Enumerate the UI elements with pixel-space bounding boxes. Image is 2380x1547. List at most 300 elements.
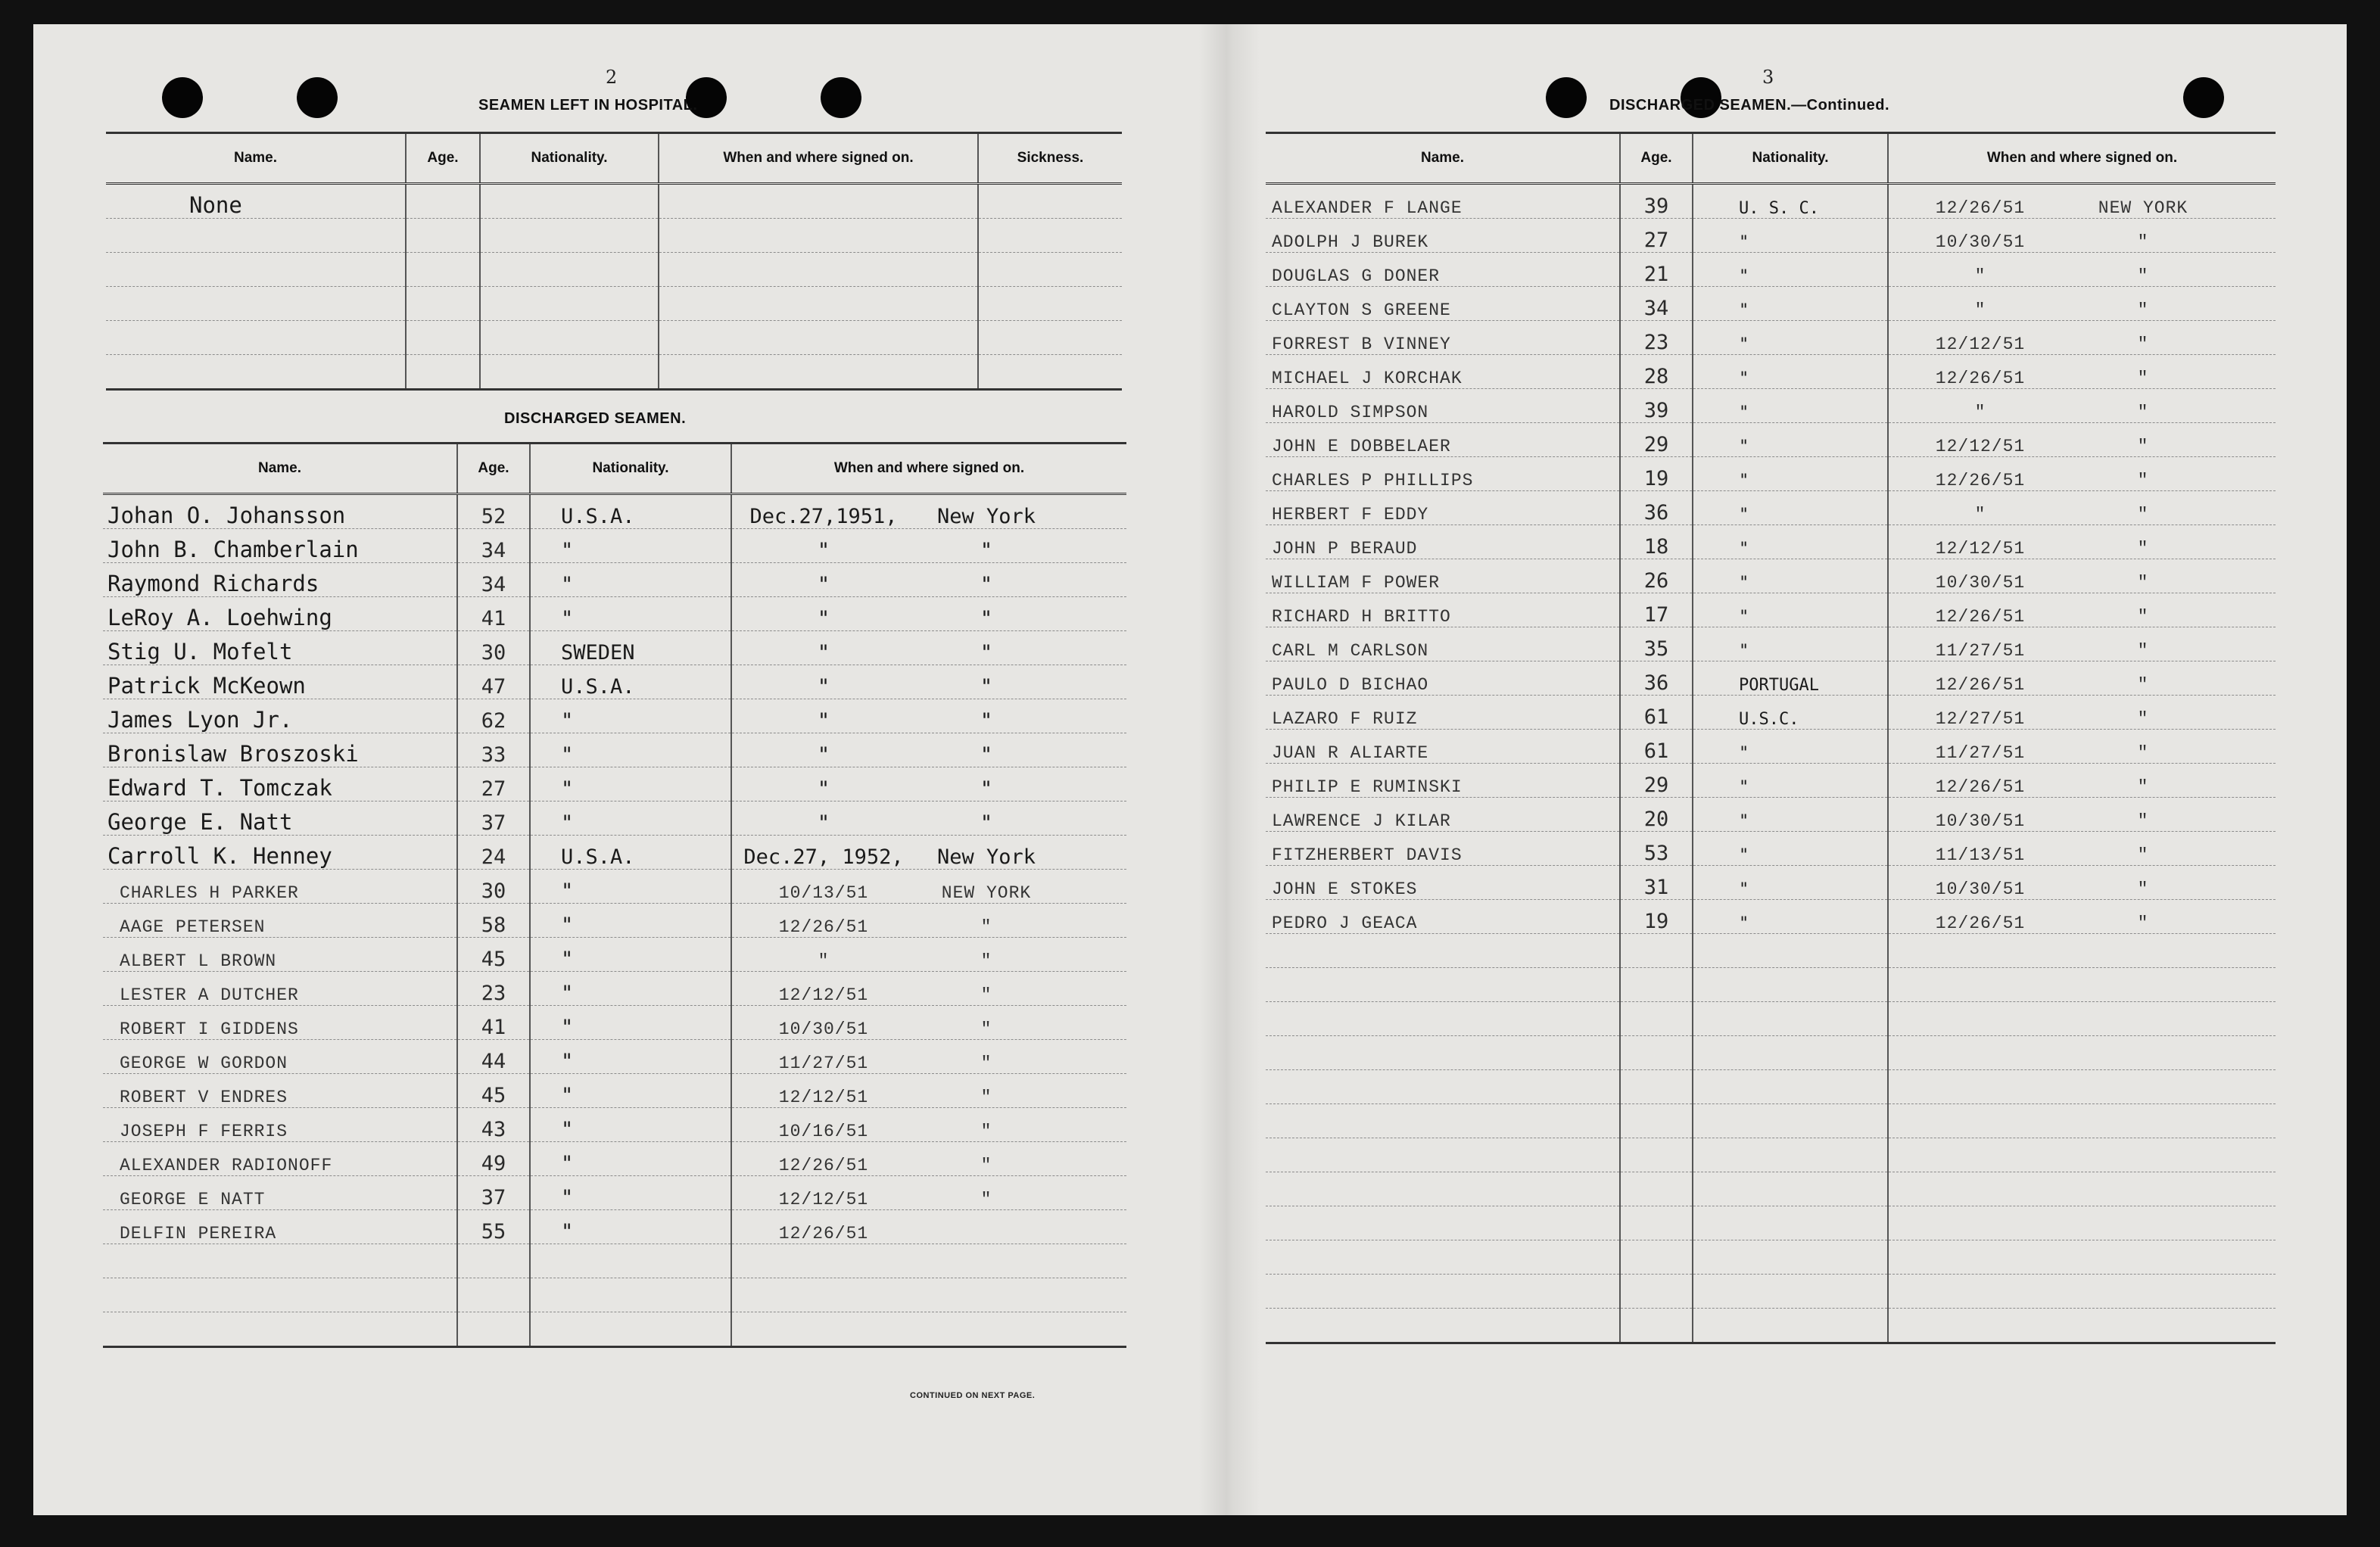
signed-place: "	[2137, 403, 2149, 422]
signed-on	[1888, 525, 2276, 559]
seaman-nationality: "	[530, 938, 731, 972]
seaman-age	[1620, 1275, 1693, 1309]
signed-place: "	[980, 709, 993, 733]
seaman-age	[1620, 968, 1693, 1002]
signed-on	[659, 253, 978, 287]
signed-place: NEW YORK	[941, 883, 1032, 903]
col-header-age: Age.	[1620, 134, 1693, 184]
signed-date: 10/30/51	[778, 1019, 869, 1039]
seaman-name: CHARLES H PARKER	[103, 870, 457, 904]
table-row	[1266, 1240, 2276, 1275]
table-row	[103, 870, 1126, 904]
seaman-age: 18	[1620, 525, 1693, 559]
signed-place: "	[2137, 607, 2149, 627]
seaman-name: Stig U. Mofelt	[103, 631, 457, 665]
signed-on	[1888, 1275, 2276, 1309]
signed-date: 10/30/51	[1935, 232, 2026, 252]
signed-on	[659, 287, 978, 321]
seaman-name: JOHN E STOKES	[1266, 866, 1620, 900]
seaman-name: RICHARD H BRITTO	[1266, 593, 1620, 627]
table-row	[106, 184, 1122, 219]
signed-date: 12/26/51	[1935, 607, 2026, 627]
seaman-name	[106, 253, 406, 287]
seaman-age	[1620, 1070, 1693, 1104]
signed-on	[731, 631, 1126, 665]
signed-place: New York	[936, 845, 1036, 869]
seaman-name: ALEXANDER RADIONOFF	[103, 1142, 457, 1176]
seaman-age: 21	[1620, 253, 1693, 287]
signed-on	[731, 904, 1126, 938]
signed-date: "	[817, 539, 830, 562]
signed-on	[1888, 355, 2276, 389]
seaman-name: PAULO D BICHAO	[1266, 661, 1620, 696]
seaman-age	[457, 1244, 530, 1278]
table-row	[103, 802, 1126, 836]
table-row	[1266, 1206, 2276, 1240]
seaman-nationality	[480, 321, 659, 355]
table-row	[103, 1176, 1126, 1210]
table-row	[1266, 389, 2276, 423]
seaman-age: 55	[457, 1210, 530, 1244]
seaman-name: DOUGLAS G DONER	[1266, 253, 1620, 287]
seaman-age: 61	[1620, 696, 1693, 730]
signed-date: 12/12/51	[1935, 335, 2026, 354]
page-fold	[1199, 24, 1260, 1515]
signed-on	[731, 563, 1126, 597]
signed-place: "	[2137, 539, 2149, 559]
signed-on	[1888, 1070, 2276, 1104]
seaman-name: HAROLD SIMPSON	[1266, 389, 1620, 423]
table-row	[106, 355, 1122, 390]
signed-on	[731, 733, 1126, 767]
seaman-age: 29	[1620, 764, 1693, 798]
seaman-nationality: "	[1693, 389, 1888, 423]
seaman-age: 27	[1620, 219, 1693, 253]
seaman-nationality	[1693, 1172, 1888, 1206]
seaman-nationality	[1693, 1240, 1888, 1275]
seaman-nationality: SWEDEN	[530, 631, 731, 665]
seaman-name: JUAN R ALIARTE	[1266, 730, 1620, 764]
seaman-name: ALEXANDER F LANGE	[1266, 184, 1620, 219]
col-header-name: Name.	[106, 134, 406, 184]
seaman-name	[1266, 1138, 1620, 1172]
signed-on	[659, 184, 978, 219]
signed-place: "	[2137, 369, 2149, 388]
table-row	[103, 529, 1126, 563]
table-row	[1266, 559, 2276, 593]
seaman-name: Bronislaw Broszoski	[103, 733, 457, 767]
seaman-nationality	[530, 1278, 731, 1312]
signed-place: "	[980, 573, 993, 596]
seaman-nationality: "	[530, 597, 731, 631]
seaman-nationality: "	[1693, 764, 1888, 798]
seaman-age: 37	[457, 1176, 530, 1210]
seaman-name: LAZARO F RUIZ	[1266, 696, 1620, 730]
table-row	[1266, 934, 2276, 968]
seaman-name: George E. Natt	[103, 802, 457, 836]
seaman-name: LESTER A DUTCHER	[103, 972, 457, 1006]
signed-place: "	[980, 1088, 992, 1107]
seaman-nationality	[1693, 1275, 1888, 1309]
signed-date: 12/26/51	[778, 1156, 869, 1175]
signed-on	[1888, 900, 2276, 934]
signed-place: "	[980, 1054, 992, 1073]
discharged-table	[103, 444, 1126, 1348]
seaman-nationality	[480, 355, 659, 390]
discharged-continued-table	[1266, 134, 2276, 1344]
signed-place: "	[2137, 471, 2149, 490]
signed-place: "	[2137, 811, 2149, 831]
signed-on	[1888, 866, 2276, 900]
seaman-age	[406, 219, 480, 253]
signed-on	[1888, 423, 2276, 457]
signed-date: "	[818, 951, 830, 971]
punch-hole	[1546, 77, 1587, 118]
signed-on	[659, 219, 978, 253]
seaman-age	[1620, 1104, 1693, 1138]
table-row	[103, 665, 1126, 699]
signed-place: "	[980, 811, 993, 835]
signed-on	[1888, 593, 2276, 627]
seaman-nationality: "	[1693, 355, 1888, 389]
seaman-name	[103, 1244, 457, 1278]
seaman-name: JOSEPH F FERRIS	[103, 1108, 457, 1142]
signed-date: 12/26/51	[1935, 914, 2026, 933]
seaman-age: 36	[1620, 661, 1693, 696]
seaman-name	[106, 321, 406, 355]
table-row	[1266, 661, 2276, 696]
seaman-name	[1266, 1206, 1620, 1240]
seaman-name: HERBERT F EDDY	[1266, 491, 1620, 525]
signed-date: 12/12/51	[778, 985, 869, 1005]
table-row	[103, 1108, 1126, 1142]
signed-date: Dec.27,1951,	[749, 505, 898, 528]
seaman-name	[1266, 1002, 1620, 1036]
seaman-nationality: "	[530, 1074, 731, 1108]
seaman-name: ADOLPH J BUREK	[1266, 219, 1620, 253]
seaman-name	[103, 1312, 457, 1347]
seaman-age: 27	[457, 767, 530, 802]
signed-date: 10/30/51	[1935, 879, 2026, 899]
table-row	[1266, 184, 2276, 219]
seaman-name: Johan O. Johansson	[103, 494, 457, 529]
seaman-name	[1266, 1309, 1620, 1343]
table-row	[1266, 1138, 2276, 1172]
punch-hole	[162, 77, 203, 118]
signed-place: "	[980, 917, 992, 937]
seaman-age: 58	[457, 904, 530, 938]
table-row	[103, 1040, 1126, 1074]
seaman-name	[1266, 1070, 1620, 1104]
table-row	[1266, 321, 2276, 355]
table-row	[1266, 627, 2276, 661]
signed-place: "	[980, 1190, 992, 1209]
discharged-section-title: DISCHARGED SEAMEN.	[504, 410, 687, 427]
seaman-nationality: U.S.A.	[530, 665, 731, 699]
seaman-name: AAGE PETERSEN	[103, 904, 457, 938]
signed-on	[731, 870, 1126, 904]
table-row	[1266, 355, 2276, 389]
signed-date: 12/12/51	[1935, 539, 2026, 559]
table-row	[1266, 1172, 2276, 1206]
signed-date: 10/30/51	[1935, 573, 2026, 593]
seaman-nationality: "	[530, 529, 731, 563]
seaman-nationality: "	[530, 870, 731, 904]
signed-date: "	[817, 641, 830, 665]
signed-on	[731, 597, 1126, 631]
seaman-nationality	[480, 253, 659, 287]
signed-on	[731, 972, 1126, 1006]
table-row	[1266, 764, 2276, 798]
seaman-name: JOHN E DOBBELAER	[1266, 423, 1620, 457]
seaman-name	[1266, 1240, 1620, 1275]
signed-on	[1888, 287, 2276, 321]
table-row	[1266, 900, 2276, 934]
table-row	[103, 836, 1126, 870]
seaman-age	[1620, 1206, 1693, 1240]
seaman-age: 62	[457, 699, 530, 733]
signed-place: "	[2137, 437, 2149, 456]
seaman-name: John B. Chamberlain	[103, 529, 457, 563]
seaman-name: CLAYTON S GREENE	[1266, 287, 1620, 321]
seaman-nationality: "	[1693, 593, 1888, 627]
signed-on	[1888, 661, 2276, 696]
seaman-nationality: U.S.A.	[530, 494, 731, 529]
signed-place: "	[980, 675, 993, 699]
table-row	[103, 938, 1126, 972]
signed-date: 12/26/51	[1935, 471, 2026, 490]
seaman-nationality: "	[1693, 457, 1888, 491]
col-header-signed-on: When and where signed on.	[1888, 134, 2276, 184]
seaman-nationality: "	[1693, 321, 1888, 355]
signed-on	[1888, 1002, 2276, 1036]
signed-on	[1888, 1036, 2276, 1070]
seaman-age: 23	[457, 972, 530, 1006]
seaman-age	[1620, 1240, 1693, 1275]
seaman-name: GEORGE W GORDON	[103, 1040, 457, 1074]
signed-on	[731, 1074, 1126, 1108]
seaman-nationality: "	[1693, 559, 1888, 593]
table-row	[1266, 1104, 2276, 1138]
signed-on	[1888, 1206, 2276, 1240]
signed-place: "	[980, 743, 993, 767]
table-row	[103, 494, 1126, 529]
signed-date: 11/27/51	[778, 1054, 869, 1073]
sickness	[978, 219, 1122, 253]
col-header-sickness: Sickness.	[978, 134, 1122, 184]
signed-date: "	[817, 573, 830, 596]
table-row	[103, 1312, 1126, 1347]
seaman-age: 45	[457, 938, 530, 972]
seaman-nationality	[530, 1312, 731, 1347]
seaman-nationality: "	[530, 699, 731, 733]
signed-place: "	[980, 607, 993, 630]
seaman-nationality	[1693, 1036, 1888, 1070]
seaman-nationality: "	[1693, 491, 1888, 525]
signed-place: "	[2137, 266, 2149, 286]
seaman-name: Patrick McKeown	[103, 665, 457, 699]
hospital-table	[106, 134, 1122, 391]
seaman-name	[1266, 1036, 1620, 1070]
signed-on	[1888, 1138, 2276, 1172]
signed-place: "	[2137, 335, 2149, 354]
table-row	[1266, 1309, 2276, 1343]
seaman-name: WILLIAM F POWER	[1266, 559, 1620, 593]
signed-on	[1888, 1104, 2276, 1138]
seaman-nationality: "	[1693, 832, 1888, 866]
signed-on	[1888, 832, 2276, 866]
table-row	[103, 1074, 1126, 1108]
seaman-nationality: PORTUGAL	[1693, 661, 1888, 696]
seaman-age: 30	[457, 631, 530, 665]
seaman-nationality: U.S.A.	[530, 836, 731, 870]
seaman-age: 34	[457, 529, 530, 563]
seaman-age	[406, 287, 480, 321]
signed-place: "	[2137, 232, 2149, 252]
seaman-name: DELFIN PEREIRA	[103, 1210, 457, 1244]
signed-place: "	[2137, 709, 2149, 729]
signed-on	[731, 699, 1126, 733]
signed-date: 12/26/51	[1935, 675, 2026, 695]
signed-place: "	[980, 1122, 992, 1141]
signed-date: "	[1974, 403, 1986, 422]
seaman-age: 36	[1620, 491, 1693, 525]
signed-place: "	[2137, 914, 2149, 933]
seaman-name: ALBERT L BROWN	[103, 938, 457, 972]
signed-place: "	[980, 951, 992, 971]
seaman-name: ROBERT I GIDDENS	[103, 1006, 457, 1040]
page-number: 3	[1762, 67, 1774, 88]
signed-on	[1888, 764, 2276, 798]
title-continued: —Continued.	[1791, 97, 1890, 114]
signed-place: NEW YORK	[2098, 198, 2188, 218]
seaman-nationality: "	[530, 972, 731, 1006]
seaman-nationality	[1693, 1104, 1888, 1138]
seaman-age	[1620, 1036, 1693, 1070]
signed-on	[731, 1210, 1126, 1244]
signed-place: "	[2137, 845, 2149, 865]
seaman-nationality	[480, 287, 659, 321]
seaman-age	[406, 184, 480, 219]
seaman-nationality: "	[1693, 525, 1888, 559]
signed-on	[1888, 253, 2276, 287]
seaman-name	[1266, 1275, 1620, 1309]
signed-on	[731, 1244, 1126, 1278]
table-row	[1266, 832, 2276, 866]
seaman-nationality: "	[1693, 219, 1888, 253]
signed-date: 12/26/51	[778, 1224, 869, 1244]
seaman-name	[106, 287, 406, 321]
punch-hole	[2183, 77, 2224, 118]
signed-on	[659, 355, 978, 390]
signed-on	[1888, 696, 2276, 730]
seaman-age: 28	[1620, 355, 1693, 389]
signed-date: 12/26/51	[778, 917, 869, 937]
signed-place: "	[2137, 879, 2149, 899]
table-row	[106, 287, 1122, 321]
table-row	[103, 1278, 1126, 1312]
seaman-nationality: "	[530, 1108, 731, 1142]
seaman-nationality: "	[530, 904, 731, 938]
col-header-nationality: Nationality.	[1693, 134, 1888, 184]
col-header-signed-on: When and where signed on.	[731, 444, 1126, 494]
seaman-name: CHARLES P PHILLIPS	[1266, 457, 1620, 491]
seaman-nationality: "	[530, 767, 731, 802]
seaman-age: 44	[457, 1040, 530, 1074]
seaman-nationality	[480, 184, 659, 219]
signed-date: 12/26/51	[1935, 198, 2026, 218]
signed-place: "	[980, 777, 993, 801]
seaman-nationality	[1693, 968, 1888, 1002]
table-row	[103, 904, 1126, 938]
signed-on	[731, 1006, 1126, 1040]
table-row	[106, 219, 1122, 253]
signed-date: 11/27/51	[1935, 641, 2026, 661]
seaman-name	[1266, 934, 1620, 968]
signed-date: 12/26/51	[1935, 369, 2026, 388]
table-row	[103, 972, 1126, 1006]
seaman-name: Edward T. Tomczak	[103, 767, 457, 802]
signed-date: "	[1974, 505, 1986, 524]
seaman-nationality	[1693, 1138, 1888, 1172]
seaman-name: None	[106, 184, 406, 219]
signed-date: "	[817, 777, 830, 801]
seaman-age: 19	[1620, 457, 1693, 491]
seaman-name: LAWRENCE J KILAR	[1266, 798, 1620, 832]
seaman-age	[1620, 1309, 1693, 1343]
seaman-age: 19	[1620, 900, 1693, 934]
seaman-nationality: "	[1693, 287, 1888, 321]
signed-on	[1888, 1240, 2276, 1275]
signed-on	[731, 767, 1126, 802]
continued-footer: CONTINUED ON NEXT PAGE.	[910, 1391, 1036, 1400]
signed-on	[1888, 457, 2276, 491]
signed-on	[1888, 1309, 2276, 1343]
seaman-nationality: "	[530, 733, 731, 767]
signed-place: New York	[936, 505, 1036, 528]
seaman-nationality: "	[1693, 900, 1888, 934]
signed-on	[731, 1040, 1126, 1074]
seaman-age: 43	[457, 1108, 530, 1142]
signed-on	[731, 665, 1126, 699]
seaman-nationality: "	[530, 1006, 731, 1040]
seaman-name	[106, 355, 406, 390]
signed-on	[1888, 184, 2276, 219]
table-row	[1266, 798, 2276, 832]
seaman-name: GEORGE E NATT	[103, 1176, 457, 1210]
seaman-name	[106, 219, 406, 253]
signed-date: "	[817, 811, 830, 835]
signed-date: 11/13/51	[1935, 845, 2026, 865]
table-row	[1266, 1275, 2276, 1309]
table-row	[103, 597, 1126, 631]
signed-on	[731, 1278, 1126, 1312]
signed-place: "	[980, 539, 993, 562]
seaman-name: FORREST B VINNEY	[1266, 321, 1620, 355]
signed-date: 11/27/51	[1935, 743, 2026, 763]
seaman-age: 24	[457, 836, 530, 870]
col-header-nationality: Nationality.	[480, 134, 659, 184]
signed-on	[1888, 730, 2276, 764]
table-row	[103, 767, 1126, 802]
col-header-age: Age.	[457, 444, 530, 494]
signed-on	[1888, 968, 2276, 1002]
seaman-name: LeRoy A. Loehwing	[103, 597, 457, 631]
table-row	[1266, 219, 2276, 253]
table-row	[1266, 423, 2276, 457]
sickness	[978, 355, 1122, 390]
table-row	[103, 1210, 1126, 1244]
